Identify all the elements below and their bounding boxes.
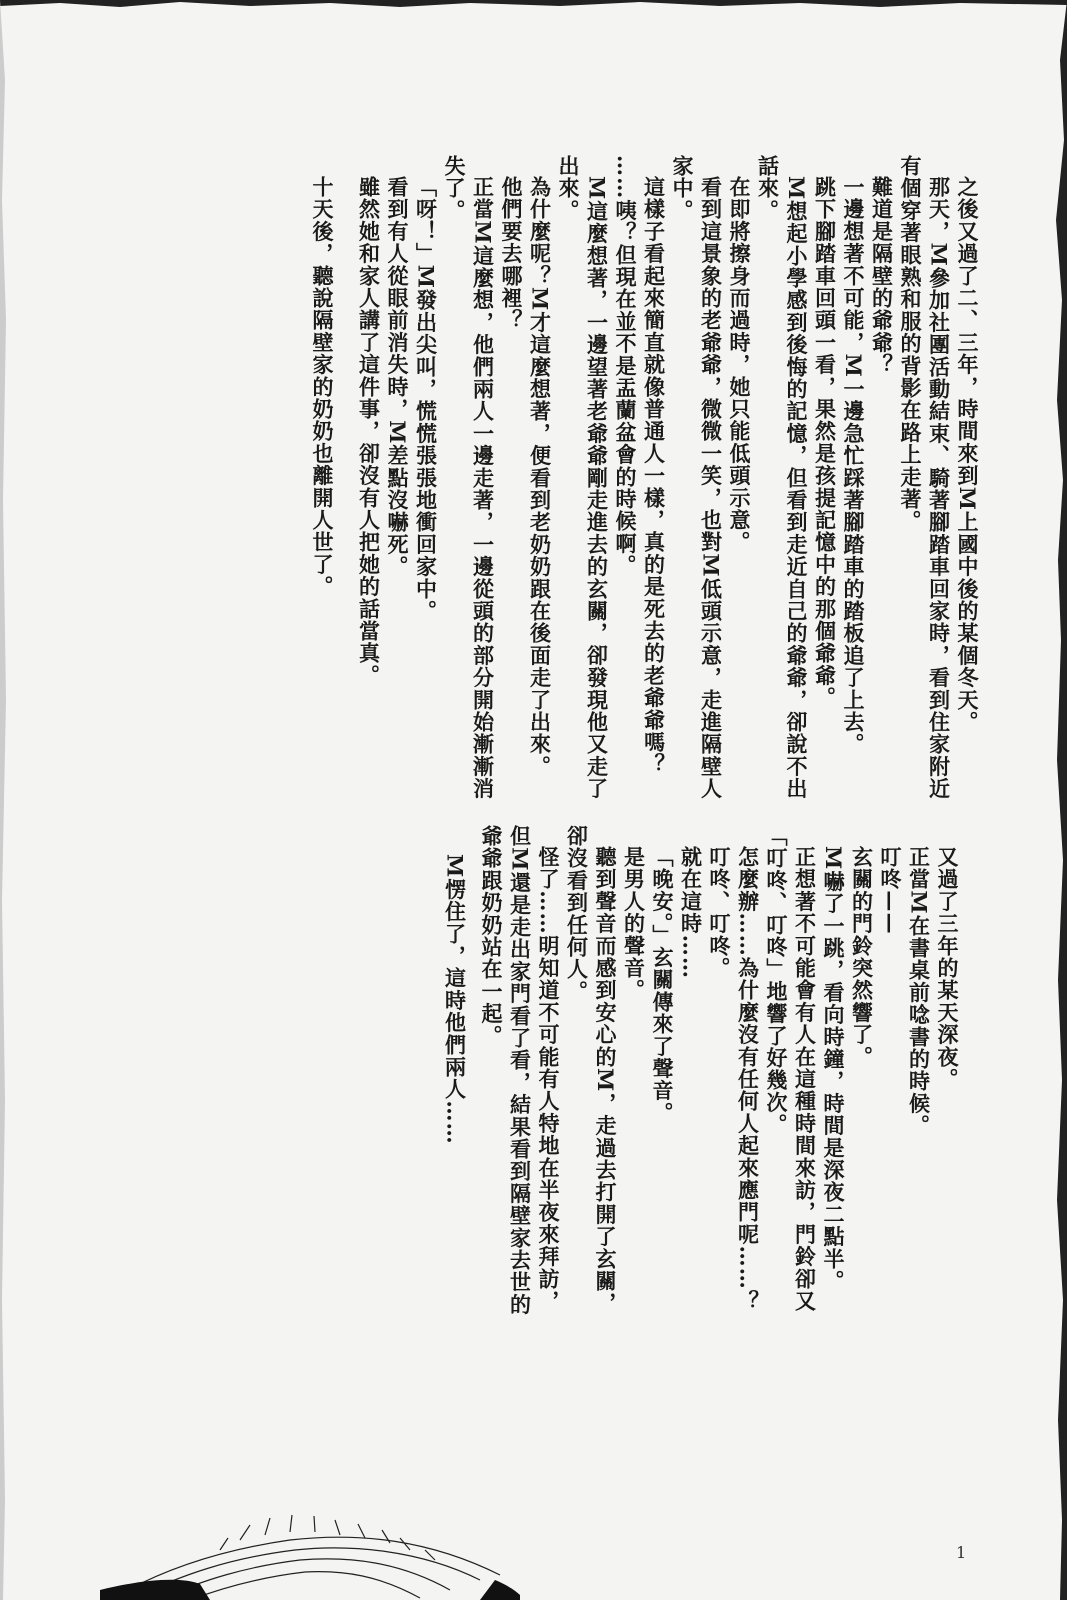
paragraph: 正當M這麼想，他們兩人一邊走著，一邊從頭的部分開始漸漸消失了。 <box>442 155 496 800</box>
paragraph: 看到這景象的老爺爺，微微一笑，也對M低頭示意，走進隔壁人家中。 <box>670 155 724 800</box>
paragraph: 之後又過了二、三年，時間來到M上國中後的某個冬天。 <box>955 176 980 734</box>
paragraph: 跳下腳踏車回頭一看，果然是孩提記憶中的那個爺爺。 <box>812 176 838 709</box>
paragraph: M愣住了，這時他們兩人…… <box>442 854 468 1146</box>
bottom-illustration <box>100 1480 520 1600</box>
paragraph: 十天後，聽說隔壁家的奶奶也離開人世了。 <box>310 176 335 598</box>
paragraph: M嚇了一跳，看向時鐘，時間是深夜二點半。 <box>821 846 846 1293</box>
paragraph: 在即將擦身而過時，她只能低頭示意。 <box>727 176 752 554</box>
paragraph: 正想著不可能會有人在這種時間來訪，門鈴卻又「叮咚、叮咚」地響了好幾次。 <box>764 825 818 1313</box>
paragraph: 怎麼辦……為什麼沒有任何人起來應門呢……？ <box>735 846 761 1313</box>
upper-text-block <box>308 155 982 805</box>
paragraph: 「晚安。」玄關傳來了聲音。 <box>650 846 675 1125</box>
paragraph: 是男人的聲音。 <box>621 846 647 1002</box>
paragraph: 那天，M參加社團活動結束、騎著腳踏車回家時，看到住家附近有個穿著眼熟和服的背影在路上走著。 <box>898 155 952 800</box>
paragraph: ……咦？但現在並不是盂蘭盆會的時候啊。 <box>613 155 638 577</box>
paragraph: 又過了三年的某天深夜。 <box>935 846 960 1091</box>
paragraph: 看到有人從眼前消失時，M差點沒嚇死。 <box>385 176 410 578</box>
paragraph: 聽到聲音而感到安心的M，走過去打開了玄關，卻沒看到任何人。 <box>564 825 618 1315</box>
paragraph: 一邊想著不可能，M一邊急忙踩著腳踏車的踏板追了上去。 <box>841 176 866 756</box>
paragraph: 就在這時…… <box>678 846 704 980</box>
paragraph: 叮咚、叮咚。 <box>707 846 732 980</box>
lower-text-block <box>440 825 961 1325</box>
page-number: 1 <box>956 1543 967 1562</box>
paragraph: 「呀！」M發出尖叫，慌慌張張地衝回家中。 <box>413 176 439 623</box>
paragraph: 難道是隔壁的爺爺？ <box>869 176 895 376</box>
paragraph: 怪了……明知道不可能有人特地在半夜來拜訪，但M還是走出家門看了看，結果看到隔壁家去世的爺爺跟奶奶站在一起。 <box>479 825 561 1316</box>
paragraph: 為什麼呢？M才這麼想著，便看到老奶奶跟在後面走了出來。 <box>527 176 553 778</box>
paragraph: M想起小學感到後悔的記憶，但看到走近自己的爺爺，卻說不出話來。 <box>755 155 809 800</box>
paragraph: 正當M在書桌前唸書的時候。 <box>906 846 932 1137</box>
paragraph: M這麼想著，一邊望著老爺爺剛走進去的玄關，卻發現他又走了出來。 <box>556 155 610 800</box>
paragraph: 玄關的門鈴突然響了。 <box>849 846 875 1068</box>
paragraph: 他們要去哪裡？ <box>499 176 524 332</box>
paragraph: 叮咚—— <box>878 846 903 935</box>
paragraph: 這樣子看起來簡直就像普通人一樣，真的是死去的老爺爺嗎？ <box>641 176 667 776</box>
paragraph: 雖然她和家人講了這件事，卻沒有人把她的話當真。 <box>356 176 382 687</box>
